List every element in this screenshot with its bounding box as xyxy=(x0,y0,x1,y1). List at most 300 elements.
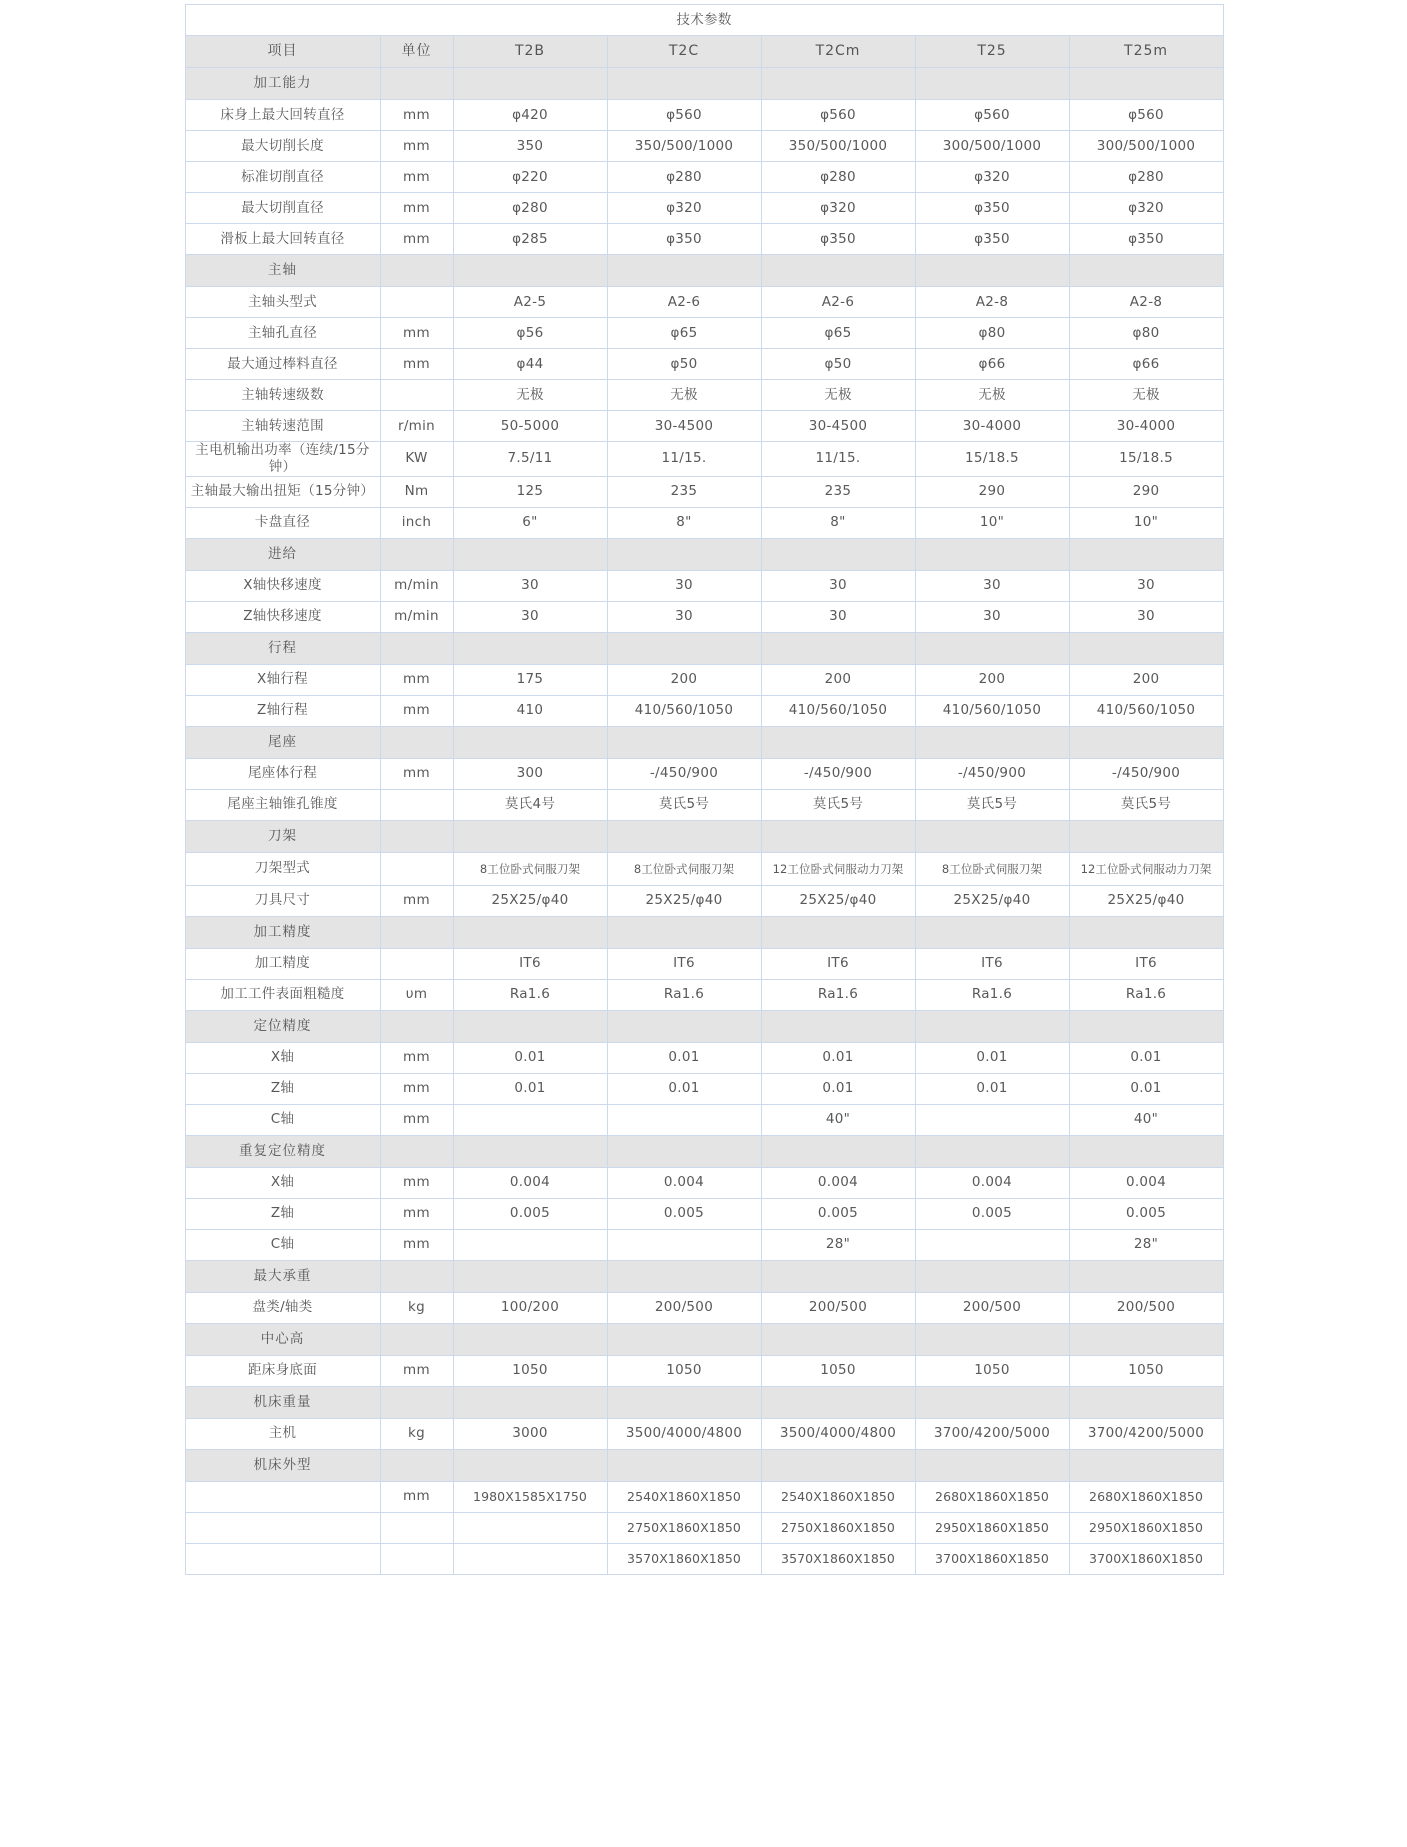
row-unit: mm xyxy=(380,1104,453,1135)
section-group-filler xyxy=(607,538,761,570)
section-group-label: 最大承重 xyxy=(185,1260,380,1292)
section-group-label: 重复定位精度 xyxy=(185,1135,380,1167)
row-value-0: φ220 xyxy=(453,162,607,193)
table-row xyxy=(185,1355,1223,1386)
section-group-filler xyxy=(1069,632,1223,664)
row-value-1: 2750X1860X1850 xyxy=(607,1512,761,1543)
row-value-4: -/450/900 xyxy=(1069,758,1223,789)
section-group-row xyxy=(185,632,1223,664)
row-value-4: 40" xyxy=(1069,1104,1223,1135)
row-value-4: φ350 xyxy=(1069,224,1223,255)
table-row xyxy=(185,287,1223,318)
row-value-4: 28" xyxy=(1069,1229,1223,1260)
row-value-0: φ44 xyxy=(453,349,607,380)
row-value-2: 8" xyxy=(761,507,915,538)
column-header-0: 项目 xyxy=(185,36,380,68)
row-value-1: 200 xyxy=(607,664,761,695)
table-header-row xyxy=(185,36,1223,68)
section-group-filler xyxy=(915,820,1069,852)
row-value-4: 2950X1860X1850 xyxy=(1069,1512,1223,1543)
section-group-filler xyxy=(761,68,915,100)
row-item-label: 尾座主轴锥孔锥度 xyxy=(185,789,380,820)
row-item-label: X轴 xyxy=(185,1167,380,1198)
row-item-label: 卡盘直径 xyxy=(185,507,380,538)
row-item-label: 主轴最大输出扭矩（15分钟） xyxy=(185,476,380,507)
row-value-3: 30 xyxy=(915,601,1069,632)
section-group-filler xyxy=(1069,1260,1223,1292)
section-group-filler xyxy=(380,1323,453,1355)
row-value-4: φ80 xyxy=(1069,318,1223,349)
row-value-4: 0.01 xyxy=(1069,1073,1223,1104)
table-row xyxy=(185,1481,1223,1512)
section-group-row xyxy=(185,1010,1223,1042)
row-value-3: 2680X1860X1850 xyxy=(915,1481,1069,1512)
section-group-filler xyxy=(453,1449,607,1481)
section-group-filler xyxy=(915,1135,1069,1167)
section-group-filler xyxy=(607,1135,761,1167)
section-group-filler xyxy=(915,538,1069,570)
section-group-filler xyxy=(761,538,915,570)
section-group-filler xyxy=(761,1323,915,1355)
section-group-filler xyxy=(607,916,761,948)
row-item-label: C轴 xyxy=(185,1229,380,1260)
row-value-2: 3500/4000/4800 xyxy=(761,1418,915,1449)
row-value-3: 3700/4200/5000 xyxy=(915,1418,1069,1449)
row-value-2: φ65 xyxy=(761,318,915,349)
row-value-4: 2680X1860X1850 xyxy=(1069,1481,1223,1512)
table-row xyxy=(185,1418,1223,1449)
row-item-label: 床身上最大回转直径 xyxy=(185,100,380,131)
row-unit: mm xyxy=(380,162,453,193)
section-group-row xyxy=(185,916,1223,948)
section-group-filler xyxy=(1069,1323,1223,1355)
section-group-filler xyxy=(915,1260,1069,1292)
row-value-3: 1050 xyxy=(915,1355,1069,1386)
row-value-1: -/450/900 xyxy=(607,758,761,789)
row-value-3: A2-8 xyxy=(915,287,1069,318)
row-value-2: φ350 xyxy=(761,224,915,255)
section-group-filler xyxy=(1069,1135,1223,1167)
row-value-1: 30-4500 xyxy=(607,411,761,442)
row-value-3: 0.01 xyxy=(915,1042,1069,1073)
row-unit xyxy=(380,1543,453,1574)
row-value-2: 30 xyxy=(761,570,915,601)
row-unit: mm xyxy=(380,695,453,726)
section-group-label: 主轴 xyxy=(185,255,380,287)
section-group-filler xyxy=(607,1323,761,1355)
section-group-row xyxy=(185,1260,1223,1292)
row-unit: υm xyxy=(380,979,453,1010)
table-row xyxy=(185,100,1223,131)
row-value-3: 200/500 xyxy=(915,1292,1069,1323)
row-value-4: 30 xyxy=(1069,570,1223,601)
section-group-filler xyxy=(607,255,761,287)
table-row xyxy=(185,131,1223,162)
row-value-2: Ra1.6 xyxy=(761,979,915,1010)
row-item-label: 主机 xyxy=(185,1418,380,1449)
row-item-label: 主轴孔直径 xyxy=(185,318,380,349)
section-group-filler xyxy=(453,538,607,570)
row-value-2: 350/500/1000 xyxy=(761,131,915,162)
row-unit: m/min xyxy=(380,601,453,632)
section-group-label: 加工能力 xyxy=(185,68,380,100)
row-value-2: 11/15. xyxy=(761,442,915,477)
row-item-label: 最大通过棒料直径 xyxy=(185,349,380,380)
row-value-0: 8工位卧式伺服刀架 xyxy=(453,852,607,885)
row-value-1: 0.01 xyxy=(607,1042,761,1073)
section-group-filler xyxy=(607,726,761,758)
section-group-filler xyxy=(607,1386,761,1418)
section-group-label: 中心高 xyxy=(185,1323,380,1355)
row-value-4: 30-4000 xyxy=(1069,411,1223,442)
row-value-2: 200/500 xyxy=(761,1292,915,1323)
row-value-0: 0.005 xyxy=(453,1198,607,1229)
row-value-0: 6" xyxy=(453,507,607,538)
row-unit xyxy=(380,948,453,979)
row-value-1: 8工位卧式伺服刀架 xyxy=(607,852,761,885)
row-value-1: 0.004 xyxy=(607,1167,761,1198)
section-group-filler xyxy=(380,255,453,287)
row-value-1: φ50 xyxy=(607,349,761,380)
column-header-1: 单位 xyxy=(380,36,453,68)
row-unit: m/min xyxy=(380,570,453,601)
table-body xyxy=(185,5,1223,1575)
row-value-2: 0.01 xyxy=(761,1073,915,1104)
row-item-label: 主轴转速范围 xyxy=(185,411,380,442)
row-value-1: 3570X1860X1850 xyxy=(607,1543,761,1574)
section-group-filler xyxy=(453,1386,607,1418)
section-group-row xyxy=(185,1323,1223,1355)
row-item-label: 主电机输出功率（连续/15分钟） xyxy=(185,442,380,477)
row-value-1: Ra1.6 xyxy=(607,979,761,1010)
row-value-0 xyxy=(453,1229,607,1260)
row-value-1 xyxy=(607,1104,761,1135)
table-row xyxy=(185,442,1223,477)
row-value-3 xyxy=(915,1229,1069,1260)
row-value-4: 1050 xyxy=(1069,1355,1223,1386)
row-value-0: 1980X1585X1750 xyxy=(453,1481,607,1512)
row-value-0: 无极 xyxy=(453,380,607,411)
row-value-4: 无极 xyxy=(1069,380,1223,411)
row-value-1: 莫氏5号 xyxy=(607,789,761,820)
row-value-0: φ280 xyxy=(453,193,607,224)
row-unit: mm xyxy=(380,664,453,695)
row-value-4: φ280 xyxy=(1069,162,1223,193)
section-group-filler xyxy=(761,916,915,948)
row-value-1: 200/500 xyxy=(607,1292,761,1323)
spec-table-container xyxy=(185,2,1223,1575)
row-value-0: 25X25/φ40 xyxy=(453,885,607,916)
row-unit: mm xyxy=(380,1481,453,1512)
row-value-0: A2-5 xyxy=(453,287,607,318)
row-value-3: 莫氏5号 xyxy=(915,789,1069,820)
row-value-4: 15/18.5 xyxy=(1069,442,1223,477)
section-group-filler xyxy=(380,1135,453,1167)
section-group-label: 定位精度 xyxy=(185,1010,380,1042)
row-value-2: -/450/900 xyxy=(761,758,915,789)
table-row xyxy=(185,1073,1223,1104)
row-value-3: φ350 xyxy=(915,224,1069,255)
row-value-3: 10" xyxy=(915,507,1069,538)
table-title-row xyxy=(185,5,1223,36)
section-group-row xyxy=(185,255,1223,287)
section-group-filler xyxy=(380,916,453,948)
section-group-filler xyxy=(607,820,761,852)
row-item-label: 盘类/轴类 xyxy=(185,1292,380,1323)
column-header-2: T2B xyxy=(453,36,607,68)
section-group-filler xyxy=(380,1010,453,1042)
column-header-5: T25 xyxy=(915,36,1069,68)
section-group-filler xyxy=(607,632,761,664)
row-value-3: 410/560/1050 xyxy=(915,695,1069,726)
row-item-label: 刀具尺寸 xyxy=(185,885,380,916)
row-value-3: 0.005 xyxy=(915,1198,1069,1229)
row-value-0: φ285 xyxy=(453,224,607,255)
section-group-filler xyxy=(453,1135,607,1167)
row-value-2: 28" xyxy=(761,1229,915,1260)
row-value-0: 50-5000 xyxy=(453,411,607,442)
row-value-3: 无极 xyxy=(915,380,1069,411)
row-value-0: 175 xyxy=(453,664,607,695)
section-group-filler xyxy=(1069,255,1223,287)
row-value-1: φ350 xyxy=(607,224,761,255)
section-group-filler xyxy=(607,1260,761,1292)
row-item-label: Z轴 xyxy=(185,1198,380,1229)
section-group-filler xyxy=(453,916,607,948)
table-row xyxy=(185,852,1223,885)
row-item-label: C轴 xyxy=(185,1104,380,1135)
section-group-label: 机床重量 xyxy=(185,1386,380,1418)
row-value-4: φ560 xyxy=(1069,100,1223,131)
row-unit: mm xyxy=(380,224,453,255)
section-group-filler xyxy=(761,255,915,287)
row-value-2: 0.004 xyxy=(761,1167,915,1198)
table-row xyxy=(185,695,1223,726)
row-value-4: 200/500 xyxy=(1069,1292,1223,1323)
row-value-1: 410/560/1050 xyxy=(607,695,761,726)
row-value-0: 300 xyxy=(453,758,607,789)
row-value-0: 0.01 xyxy=(453,1073,607,1104)
section-group-filler xyxy=(915,726,1069,758)
row-item-label: X轴快移速度 xyxy=(185,570,380,601)
section-group-filler xyxy=(915,1010,1069,1042)
row-value-0 xyxy=(453,1104,607,1135)
row-value-2: 30-4500 xyxy=(761,411,915,442)
row-unit: mm xyxy=(380,758,453,789)
section-group-filler xyxy=(453,726,607,758)
section-group-label: 机床外型 xyxy=(185,1449,380,1481)
section-group-filler xyxy=(1069,1386,1223,1418)
table-row xyxy=(185,1198,1223,1229)
table-row xyxy=(185,476,1223,507)
row-value-3: IT6 xyxy=(915,948,1069,979)
table-row xyxy=(185,162,1223,193)
table-row xyxy=(185,349,1223,380)
section-group-filler xyxy=(453,1323,607,1355)
row-value-2: 2540X1860X1850 xyxy=(761,1481,915,1512)
section-group-filler xyxy=(761,1135,915,1167)
row-value-4: A2-8 xyxy=(1069,287,1223,318)
row-item-label: 加工精度 xyxy=(185,948,380,979)
section-group-filler xyxy=(761,632,915,664)
row-value-0: φ56 xyxy=(453,318,607,349)
table-row xyxy=(185,948,1223,979)
row-item-label: 尾座体行程 xyxy=(185,758,380,789)
row-value-4: φ320 xyxy=(1069,193,1223,224)
row-unit: mm xyxy=(380,1198,453,1229)
row-value-2: A2-6 xyxy=(761,287,915,318)
row-value-0 xyxy=(453,1543,607,1574)
row-value-1 xyxy=(607,1229,761,1260)
section-group-label: 加工精度 xyxy=(185,916,380,948)
row-value-3: 0.01 xyxy=(915,1073,1069,1104)
row-value-4: 200 xyxy=(1069,664,1223,695)
row-value-0: φ420 xyxy=(453,100,607,131)
row-value-2: 235 xyxy=(761,476,915,507)
row-value-1: 0.005 xyxy=(607,1198,761,1229)
technical-parameters-table xyxy=(185,4,1224,1575)
row-value-2: IT6 xyxy=(761,948,915,979)
row-value-0 xyxy=(453,1512,607,1543)
row-value-0: 0.004 xyxy=(453,1167,607,1198)
row-value-0: 7.5/11 xyxy=(453,442,607,477)
row-value-1: 235 xyxy=(607,476,761,507)
row-unit: mm xyxy=(380,100,453,131)
section-group-label: 尾座 xyxy=(185,726,380,758)
section-group-row xyxy=(185,1386,1223,1418)
section-group-row xyxy=(185,726,1223,758)
section-group-filler xyxy=(453,820,607,852)
row-value-1: IT6 xyxy=(607,948,761,979)
row-value-2: 莫氏5号 xyxy=(761,789,915,820)
section-group-filler xyxy=(761,726,915,758)
section-group-filler xyxy=(380,68,453,100)
row-value-3: 300/500/1000 xyxy=(915,131,1069,162)
row-value-3: 2950X1860X1850 xyxy=(915,1512,1069,1543)
table-row xyxy=(185,224,1223,255)
section-group-filler xyxy=(380,726,453,758)
table-row xyxy=(185,664,1223,695)
section-group-filler xyxy=(380,1386,453,1418)
section-group-filler xyxy=(453,1260,607,1292)
row-value-4: IT6 xyxy=(1069,948,1223,979)
row-value-1: φ280 xyxy=(607,162,761,193)
row-value-3: φ320 xyxy=(915,162,1069,193)
section-group-filler xyxy=(915,916,1069,948)
row-value-4: 莫氏5号 xyxy=(1069,789,1223,820)
row-value-1: 0.01 xyxy=(607,1073,761,1104)
table-row xyxy=(185,601,1223,632)
row-item-label: 主轴转速级数 xyxy=(185,380,380,411)
row-unit: mm xyxy=(380,885,453,916)
row-value-2: φ50 xyxy=(761,349,915,380)
row-value-4: 290 xyxy=(1069,476,1223,507)
section-group-filler xyxy=(915,68,1069,100)
section-group-filler xyxy=(1069,1449,1223,1481)
table-row xyxy=(185,411,1223,442)
row-item-label: 标准切削直径 xyxy=(185,162,380,193)
row-item-label: 主轴头型式 xyxy=(185,287,380,318)
row-unit: KW xyxy=(380,442,453,477)
section-group-filler xyxy=(761,1010,915,1042)
section-group-row xyxy=(185,820,1223,852)
row-item-label: 最大切削长度 xyxy=(185,131,380,162)
row-value-1: 30 xyxy=(607,601,761,632)
row-value-4: 3700X1860X1850 xyxy=(1069,1543,1223,1574)
row-value-1: A2-6 xyxy=(607,287,761,318)
row-unit: kg xyxy=(380,1418,453,1449)
row-unit: mm xyxy=(380,1042,453,1073)
section-group-label: 刀架 xyxy=(185,820,380,852)
row-value-0: Ra1.6 xyxy=(453,979,607,1010)
row-value-1: φ65 xyxy=(607,318,761,349)
row-item-label: 滑板上最大回转直径 xyxy=(185,224,380,255)
row-value-3 xyxy=(915,1104,1069,1135)
row-value-2: 0.01 xyxy=(761,1042,915,1073)
row-unit: mm xyxy=(380,318,453,349)
row-value-3: -/450/900 xyxy=(915,758,1069,789)
row-value-3: 0.004 xyxy=(915,1167,1069,1198)
row-unit xyxy=(380,789,453,820)
row-value-1: 1050 xyxy=(607,1355,761,1386)
section-group-filler xyxy=(607,1449,761,1481)
row-item-label xyxy=(185,1543,380,1574)
row-value-3: 15/18.5 xyxy=(915,442,1069,477)
row-unit xyxy=(380,852,453,885)
table-row xyxy=(185,1543,1223,1574)
row-value-2: 2750X1860X1850 xyxy=(761,1512,915,1543)
row-value-1: 30 xyxy=(607,570,761,601)
section-group-label: 进给 xyxy=(185,538,380,570)
row-value-0: 125 xyxy=(453,476,607,507)
table-row xyxy=(185,1292,1223,1323)
row-value-3: φ66 xyxy=(915,349,1069,380)
section-group-filler xyxy=(453,255,607,287)
row-value-0: 100/200 xyxy=(453,1292,607,1323)
row-value-1: 11/15. xyxy=(607,442,761,477)
row-unit: mm xyxy=(380,131,453,162)
row-value-4: 25X25/φ40 xyxy=(1069,885,1223,916)
row-value-2: 1050 xyxy=(761,1355,915,1386)
row-value-0: 30 xyxy=(453,570,607,601)
row-unit xyxy=(380,1512,453,1543)
table-row xyxy=(185,1512,1223,1543)
row-value-4: φ66 xyxy=(1069,349,1223,380)
row-value-4: 10" xyxy=(1069,507,1223,538)
row-item-label: 最大切削直径 xyxy=(185,193,380,224)
section-group-filler xyxy=(453,632,607,664)
row-item-label: 刀架型式 xyxy=(185,852,380,885)
row-unit xyxy=(380,287,453,318)
section-group-filler xyxy=(1069,916,1223,948)
section-group-filler xyxy=(761,1449,915,1481)
row-value-4: 12工位卧式伺服动力刀架 xyxy=(1069,852,1223,885)
row-value-4: 410/560/1050 xyxy=(1069,695,1223,726)
row-value-1: φ320 xyxy=(607,193,761,224)
table-row xyxy=(185,570,1223,601)
row-item-label: 距床身底面 xyxy=(185,1355,380,1386)
row-value-1: 2540X1860X1850 xyxy=(607,1481,761,1512)
row-value-3: 290 xyxy=(915,476,1069,507)
row-value-1: 350/500/1000 xyxy=(607,131,761,162)
row-item-label: X轴行程 xyxy=(185,664,380,695)
table-title: 技术参数 xyxy=(185,5,1223,36)
row-value-0: 410 xyxy=(453,695,607,726)
table-row xyxy=(185,1167,1223,1198)
row-value-3: 25X25/φ40 xyxy=(915,885,1069,916)
row-item-label: Z轴快移速度 xyxy=(185,601,380,632)
section-group-filler xyxy=(1069,820,1223,852)
